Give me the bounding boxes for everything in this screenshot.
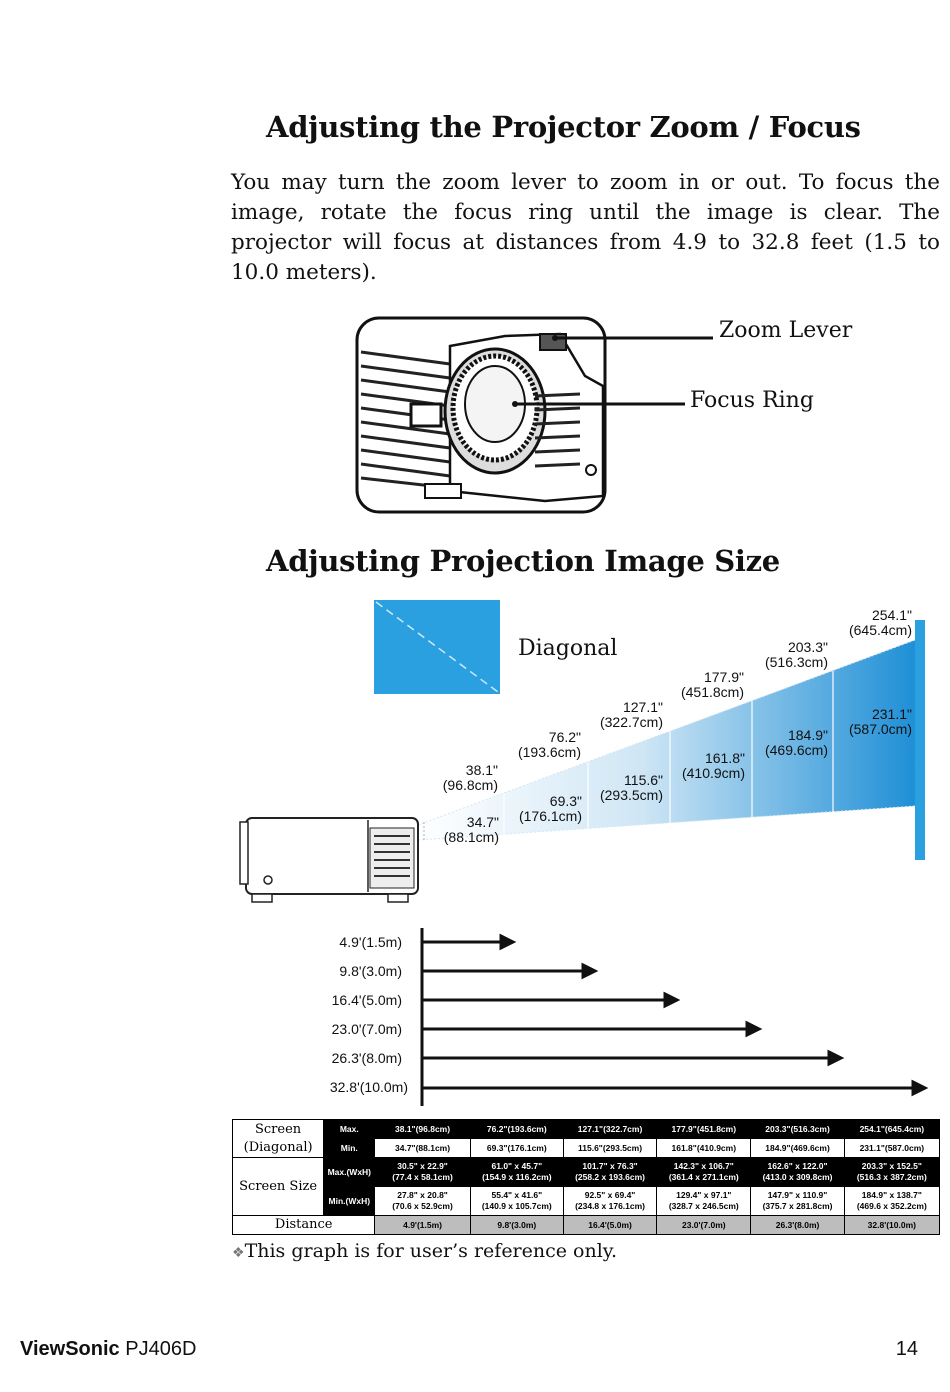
max-label-4: 177.9" (451.8cm) [680, 669, 744, 700]
projection-beam-diagram [238, 600, 938, 910]
screen-size-header: Screen Size [233, 1158, 324, 1216]
max-label-6: 254.1" (645.4cm) [848, 607, 912, 638]
max-wxh-cell-6: 203.3" x 152.5" (516.3 x 387.2cm) [844, 1158, 939, 1187]
row-label-min-wxh: Min.(WxH) [324, 1187, 375, 1216]
min-label-1: 34.7" (88.1cm) [443, 814, 499, 845]
min-cell-3: 115.6"(293.5cm) [563, 1139, 656, 1158]
image-size-table [232, 1119, 940, 1235]
row-label-max: Max. [324, 1120, 375, 1139]
max-cell-5: 203.3"(516.3cm) [751, 1120, 844, 1139]
distance-cell-6: 32.8'(10.0m) [844, 1216, 939, 1235]
distance-cell-1: 4.9'(1.5m) [375, 1216, 470, 1235]
diagonal-label: Diagonal [518, 636, 618, 661]
min-cell-4: 161.8"(410.9cm) [657, 1139, 751, 1158]
min-cell-2: 69.3"(176.1cm) [470, 1139, 563, 1158]
min-wxh-cell-3: 92.5" x 69.4" (234.8 x 176.1cm) [563, 1187, 656, 1216]
max-cell-6: 254.1"(645.4cm) [844, 1120, 939, 1139]
model-name: PJ406D [125, 1338, 197, 1360]
distance-cell-5: 26.3'(8.0m) [751, 1216, 844, 1235]
row-label-min: Min. [324, 1139, 375, 1158]
reference-note: ❖This graph is for user’s reference only. [232, 1240, 618, 1262]
max-wxh-cell-1: 30.5" x 22.9" (77.4 x 58.1cm) [375, 1158, 470, 1187]
max-cell-3: 127.1"(322.7cm) [563, 1120, 656, 1139]
max-label-3: 127.1" (322.7cm) [599, 699, 663, 730]
max-wxh-cell-3: 101.7" x 76.3" (258.2 x 193.6cm) [563, 1158, 656, 1187]
max-wxh-cell-2: 61.0" x 45.7" (154.9 x 116.2cm) [470, 1158, 563, 1187]
min-label-3: 115.6" (293.5cm) [599, 772, 663, 803]
distance-label-6: 32.8'(10.0m) [329, 1079, 408, 1095]
brand-name: ViewSonic [20, 1338, 120, 1360]
section-title-image-size: Adjusting Projection Image Size [266, 544, 780, 578]
max-cell-4: 177.9"(451.8cm) [657, 1120, 751, 1139]
section-title-zoom-focus: Adjusting the Projector Zoom / Focus [266, 110, 861, 144]
zoom-focus-paragraph: You may turn the zoom lever to zoom in or out. To focus the image, rotate the focus ring until the image is clear. The projector will focus at distances from 4.9 to 32.8 feet (1.5 to 10.0 meters). [231, 170, 940, 285]
distance-cell-2: 9.8'(3.0m) [470, 1216, 563, 1235]
min-label-2: 69.3" (176.1cm) [518, 793, 582, 824]
min-label-4: 161.8" (410.9cm) [681, 750, 745, 781]
screen-diagonal-header: Screen (Diagonal) [233, 1120, 324, 1158]
distance-cell-3: 16.4'(5.0m) [563, 1216, 656, 1235]
min-cell-5: 184.9"(469.6cm) [751, 1139, 844, 1158]
max-label-5: 203.3" (516.3cm) [764, 639, 828, 670]
min-wxh-cell-2: 55.4" x 41.6" (140.9 x 105.7cm) [470, 1187, 563, 1216]
distance-label-3: 16.4'(5.0m) [331, 992, 402, 1008]
max-cell-1: 38.1"(96.8cm) [375, 1120, 470, 1139]
distance-arrows [415, 928, 935, 1108]
min-wxh-cell-4: 129.4" x 97.1" (328.7 x 246.5cm) [657, 1187, 751, 1216]
distance-label-2: 9.8'(3.0m) [339, 963, 402, 979]
max-label-2: 76.2" (193.6cm) [517, 729, 581, 760]
diamond-bullet-icon: ❖ [232, 1245, 245, 1261]
footer-brand [20, 1338, 196, 1361]
min-cell-6: 231.1"(587.0cm) [844, 1139, 939, 1158]
min-wxh-cell-6: 184.9" x 138.7" (469.6 x 352.2cm) [844, 1187, 939, 1216]
min-cell-1: 34.7"(88.1cm) [375, 1139, 470, 1158]
page-number: 14 [895, 1338, 918, 1360]
focus-ring-label: Focus Ring [690, 388, 814, 413]
distance-cell-4: 23.0'(7.0m) [657, 1216, 751, 1235]
max-wxh-cell-4: 142.3" x 106.7" (361.4 x 271.1cm) [657, 1158, 751, 1187]
min-label-5: 184.9" (469.6cm) [764, 727, 828, 758]
distance-label-1: 4.9'(1.5m) [339, 934, 402, 950]
row-label-max-wxh: Max.(WxH) [324, 1158, 375, 1187]
min-wxh-cell-1: 27.8" x 20.8" (70.6 x 52.9cm) [375, 1187, 470, 1216]
min-label-6: 231.1" (587.0cm) [848, 706, 912, 737]
min-wxh-cell-5: 147.9" x 110.9" (375.7 x 281.8cm) [751, 1187, 844, 1216]
max-label-1: 38.1" (96.8cm) [442, 762, 498, 793]
distance-header: Distance [233, 1216, 375, 1235]
zoom-lever-label: Zoom Lever [719, 318, 853, 343]
projector-lens-illustration [355, 316, 925, 516]
max-wxh-cell-5: 162.6" x 122.0" (413.0 x 309.8cm) [751, 1158, 844, 1187]
distance-label-4: 23.0'(7.0m) [331, 1021, 402, 1037]
distance-label-5: 26.3'(8.0m) [331, 1050, 402, 1066]
max-cell-2: 76.2"(193.6cm) [470, 1120, 563, 1139]
